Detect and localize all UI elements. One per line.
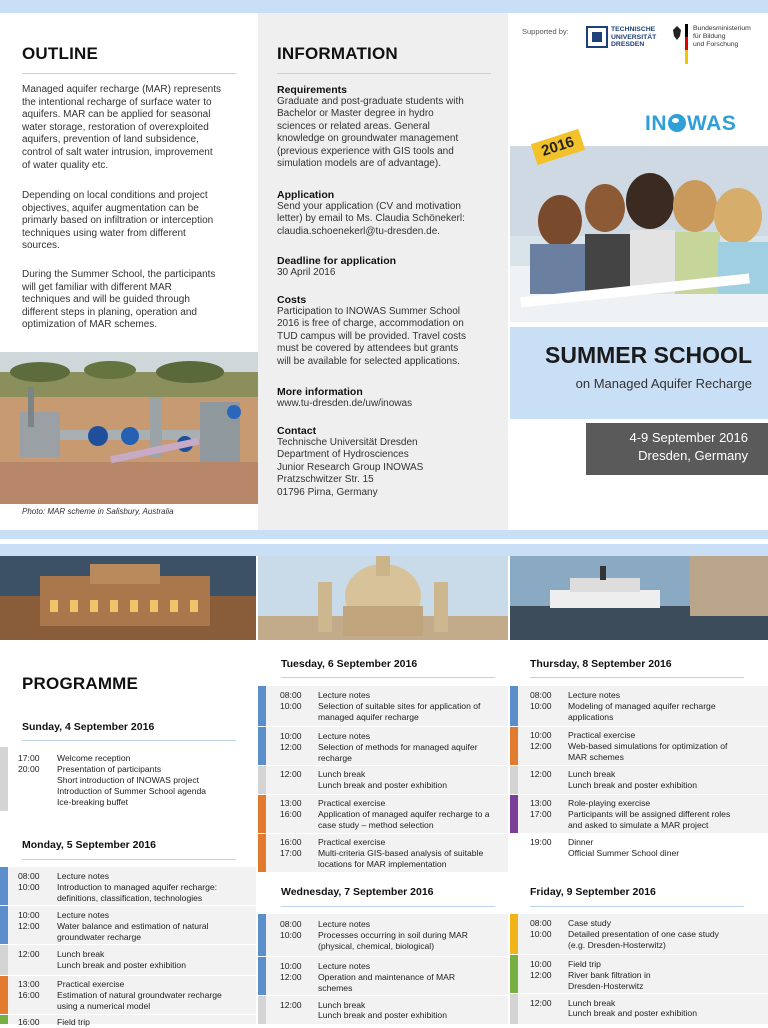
day-rule-tuesday (281, 677, 495, 678)
row-desc: Lunch break and poster exhibition (57, 960, 186, 970)
title-panel (510, 327, 768, 419)
info-more-link[interactable]: www.tu-dresden.de/uw/inowas (277, 398, 413, 409)
schedule-row (0, 867, 256, 905)
info-more (277, 386, 505, 410)
students-illustration (510, 146, 768, 322)
students-photo (510, 146, 768, 322)
schedule-row (258, 795, 508, 833)
schedule-row (0, 976, 256, 1014)
row-desc: Water balance and estimation of natural groundwater recharge (57, 921, 209, 942)
row-time: 10:00 12:00 (530, 730, 552, 751)
year-tag: 2016 (531, 129, 585, 165)
category-bar (510, 766, 518, 794)
row-title: Practical exercise (318, 798, 386, 808)
day-title-monday: Monday, 5 September 2016 (22, 839, 157, 851)
row-title: Role-playing exercise (568, 798, 651, 808)
row-desc: Lunch break and poster exhibition (318, 1010, 447, 1020)
day-title-tuesday: Tuesday, 6 September 2016 (281, 658, 418, 670)
row-title: Lunch break (318, 769, 366, 779)
schedule-row (510, 686, 768, 726)
inowas-logo (645, 112, 736, 136)
category-bar (0, 945, 8, 975)
row-title: Lecture notes (57, 910, 110, 920)
category-bar (258, 727, 266, 765)
info-requirements-body: Graduate and post-graduate students with Bachelor or Master degree in hydro sciences or related areas. General knowledge on groundwater management (previous experience with GIS tools and simulation models are of advantage). (277, 96, 464, 170)
row-desc: Application of managed aquifer recharge to a case study – method selection (318, 809, 490, 830)
category-bar (258, 834, 266, 872)
programme-heading-text: PROGRAMME (22, 674, 139, 693)
category-bar (258, 914, 266, 956)
schedule-row (258, 996, 508, 1024)
row-title: Lecture notes (568, 690, 621, 700)
row-time: 16:00 17:00 (280, 837, 302, 858)
row-time: 10:00 12:00 (280, 731, 302, 752)
info-contact-title: Contact (277, 425, 317, 437)
mar-scheme-photo (0, 352, 258, 504)
schedule-row (510, 727, 768, 765)
row-time: 13:00 16:00 (18, 979, 40, 1000)
day-title-friday: Friday, 9 September 2016 (530, 886, 656, 898)
row-time: 08:00 10:00 (530, 918, 552, 939)
category-bar (0, 906, 8, 944)
schedule-row (510, 994, 768, 1024)
row-desc: Selection of suitable sites for application of managed aquifer recharge (318, 701, 481, 722)
row-desc: Lunch break and poster exhibition (568, 780, 697, 790)
cover-location: Dresden, Germany (638, 448, 748, 463)
row-title: Practical exercise (318, 837, 386, 847)
schedule-row (510, 955, 768, 993)
inowas-drop-icon (668, 114, 686, 132)
row-desc: Participants will be assigned different roles and asked to simulate a MAR project (568, 809, 731, 830)
outline-para-3: During the Summer School, the participants will get familiar with different MAR techniques and will be guided through different steps in planing, operation and optimization of MAR schemes. (22, 269, 216, 331)
semperoper-illustration (0, 556, 256, 640)
row-title: Lunch break (568, 998, 616, 1008)
row-desc: River bank filtration in Dresden-Hosterwitz (568, 970, 651, 991)
schedule-row (258, 727, 508, 765)
inowas-logo-right: WAS (687, 112, 737, 135)
schedule-row (258, 686, 508, 726)
row-title: Lecture notes (318, 690, 371, 700)
row-time: 19:00 (530, 837, 552, 847)
mar-scheme-illustration (0, 352, 258, 504)
frauenkirche-illustration (258, 556, 508, 640)
row-desc: Modeling of managed aquifer recharge applications (568, 701, 716, 722)
info-more-title: More information (277, 386, 363, 398)
middle-band-2 (0, 544, 768, 556)
day-rule-sunday (22, 740, 236, 741)
bmbf-line-1: Bundesministerium (693, 25, 751, 32)
row-desc: Detailed presentation of one case study (e.g. Dresden-Hosterwitz) (568, 929, 719, 950)
row-desc: Estimation of natural groundwater recharge using a numerical model (57, 990, 222, 1011)
schedule-row (510, 834, 768, 864)
bmbf-text (693, 25, 751, 49)
row-title: Dinner (568, 837, 594, 847)
info-application (277, 189, 505, 238)
top-band (0, 0, 768, 13)
outline-rule (22, 73, 236, 74)
row-title: Lecture notes (318, 731, 371, 741)
programme-heading (22, 674, 138, 694)
schedule-row (510, 795, 768, 833)
tud-logo (586, 24, 666, 52)
info-requirements-title: Requirements (277, 84, 348, 96)
tud-line-3: DRESDEN (611, 41, 645, 49)
row-time: 10:00 12:00 (530, 959, 552, 980)
row-title: Welcome reception (57, 753, 131, 763)
day-rule-wednesday (281, 906, 495, 907)
day-rule-thursday (530, 677, 744, 678)
schedule-row (510, 766, 768, 794)
eagle-icon (670, 24, 684, 46)
row-time: 17:00 20:00 (18, 753, 40, 774)
row-time: 12:00 (18, 949, 40, 959)
row-time: 08:00 10:00 (18, 871, 40, 892)
row-title: Case study (568, 918, 611, 928)
information-rule (277, 73, 491, 74)
row-time: 08:00 10:00 (280, 919, 302, 940)
day-title-thursday: Thursday, 8 September 2016 (530, 658, 672, 670)
bmbf-line-3: und Forschung (693, 41, 739, 48)
row-desc: Web-based simulations for optimization of MAR schemes (568, 741, 728, 762)
bmbf-line-2: für Bildung (693, 33, 726, 40)
info-deadline (277, 255, 505, 279)
dates-box-text (586, 429, 748, 465)
row-desc: Introduction to managed aquifer recharge: definitions, classification, technologies (57, 882, 218, 903)
row-title: Field trip (568, 959, 601, 969)
row-desc: Multi-criteria GIS-based analysis of suitable locations for MAR implementation (318, 848, 484, 869)
outline-para-2: Depending on local conditions and project objectives, aquifer augmentation can be primarly based on infiltration or interception techniques using water from different sources. (22, 190, 214, 252)
row-desc: Official Summer School diner (568, 848, 680, 858)
category-bar (258, 957, 266, 995)
tud-logo-text (611, 26, 656, 49)
cover-subtitle: on Managed Aquifer Recharge (575, 376, 752, 391)
row-desc: Processes occurring in soil during MAR (physical, chemical, biological) (318, 930, 468, 951)
tud-emblem-icon (586, 26, 608, 48)
row-desc: Selection of methods for managed aquifer recharge (318, 742, 478, 763)
supported-by-label: Supported by: (522, 27, 569, 36)
row-time: 16:00 (18, 1017, 40, 1027)
row-time: 08:00 10:00 (280, 690, 302, 711)
frauenkirche-photo (258, 556, 508, 640)
information-heading (277, 44, 398, 64)
info-contact (277, 425, 505, 499)
info-contact-body: Technische Universität Dresden Department of Hydrosciences Junior Research Group INOWAS Pratzschwitzer Str. 15 01796 Pirna, Germany (277, 437, 424, 498)
info-costs-body: Participation to INOWAS Summer School 2016 is free of charge, accommodation on TUD campus will be provided. Travel costs must be covered by attendees but grants will be available for selected applications. (277, 306, 466, 367)
row-desc: Lunch break and poster exhibition (318, 780, 447, 790)
day-rule-friday (530, 906, 744, 907)
bmbf-logo (670, 24, 762, 64)
photo-caption: Photo: MAR scheme in Salisbury, Australia (22, 507, 174, 516)
schedule-row (258, 766, 508, 794)
info-costs-title: Costs (277, 294, 307, 306)
inowas-logo-left: IN (645, 112, 667, 135)
info-costs (277, 294, 505, 368)
row-time: 12:00 (530, 998, 552, 1008)
schedule-row (0, 906, 256, 944)
schedule-row (0, 747, 256, 811)
category-bar (258, 795, 266, 833)
row-time: 13:00 16:00 (280, 798, 302, 819)
row-title: Lunch break (57, 949, 105, 959)
semperoper-photo (0, 556, 256, 640)
middle-band-1 (0, 530, 768, 539)
schedule-row (510, 914, 768, 954)
schedule-row (258, 834, 508, 872)
schedule-row (258, 957, 508, 995)
row-desc: Lunch break and poster exhibition (568, 1008, 697, 1018)
day-title-wednesday: Wednesday, 7 September 2016 (281, 886, 434, 898)
row-title: Lecture notes (318, 919, 371, 929)
elbe-steamboat-illustration (510, 556, 768, 640)
category-bar (0, 976, 8, 1014)
outline-para-1: Managed aquifer recharge (MAR) represents the intentional recharge of surface water to aquifers. MAR can be applied for seasonal water storage, restoration of overexploited aquifers, prevention of land subsidence, control of salt water intrusion, improvement of water quality etc. (22, 84, 221, 171)
category-bar (510, 994, 518, 1024)
row-time: 13:00 17:00 (530, 798, 552, 819)
row-title: Practical exercise (568, 730, 636, 740)
category-bar (510, 795, 518, 833)
outline-heading-text: OUTLINE (22, 44, 99, 63)
outline-heading (22, 44, 98, 64)
day-title-sunday: Sunday, 4 September 2016 (22, 721, 155, 733)
row-title: Field trip (57, 1017, 90, 1027)
info-deadline-body: 30 April 2016 (277, 267, 336, 278)
category-bar (0, 867, 8, 905)
row-title: Lunch break (568, 769, 616, 779)
category-bar (0, 747, 8, 811)
row-title: Lecture notes (57, 871, 110, 881)
info-application-title: Application (277, 189, 335, 201)
german-flag-bar (685, 24, 688, 64)
category-bar (0, 1015, 8, 1024)
info-deadline-title: Deadline for application (277, 255, 397, 267)
category-bar (258, 686, 266, 726)
tud-line-1: TECHNISCHE (611, 26, 656, 33)
row-time: 10:00 12:00 (18, 910, 40, 931)
row-time: 12:00 (280, 769, 302, 779)
row-title: Lecture notes (318, 961, 371, 971)
cover-title: SUMMER SCHOOL (545, 342, 752, 368)
schedule-row (0, 945, 256, 975)
category-bar (258, 996, 266, 1024)
category-bar (510, 686, 518, 726)
category-bar (510, 914, 518, 954)
row-time: 12:00 (280, 1000, 302, 1010)
category-bar (258, 766, 266, 794)
elbe-steamboat-photo (510, 556, 768, 640)
row-time: 08:00 10:00 (530, 690, 552, 711)
schedule-row (0, 1015, 256, 1027)
day-rule-monday (22, 859, 236, 860)
info-application-body: Send your application (CV and motivation letter) by email to Ms. Claudia Schönekerl: claudia.schoenekerl@tu-dresden.de. (277, 201, 465, 237)
category-bar (510, 727, 518, 765)
row-desc: Operation and maintenance of MAR schemes (318, 972, 456, 993)
schedule-row (258, 914, 508, 956)
information-heading-text: INFORMATION (277, 44, 398, 63)
row-time: 12:00 (530, 769, 552, 779)
row-desc: Presentation of participants Short introduction of INOWAS project Introduction of Summer School agenda Ice-breaking buffet (57, 764, 207, 807)
tud-line-2: UNIVERSITÄT (611, 33, 657, 41)
category-bar (510, 955, 518, 993)
info-requirements (277, 84, 505, 170)
row-time: 10:00 12:00 (280, 961, 302, 982)
row-title: Practical exercise (57, 979, 125, 989)
row-title: Lunch break (318, 1000, 366, 1010)
cover-dates: 4-9 September 2016 (629, 430, 748, 445)
